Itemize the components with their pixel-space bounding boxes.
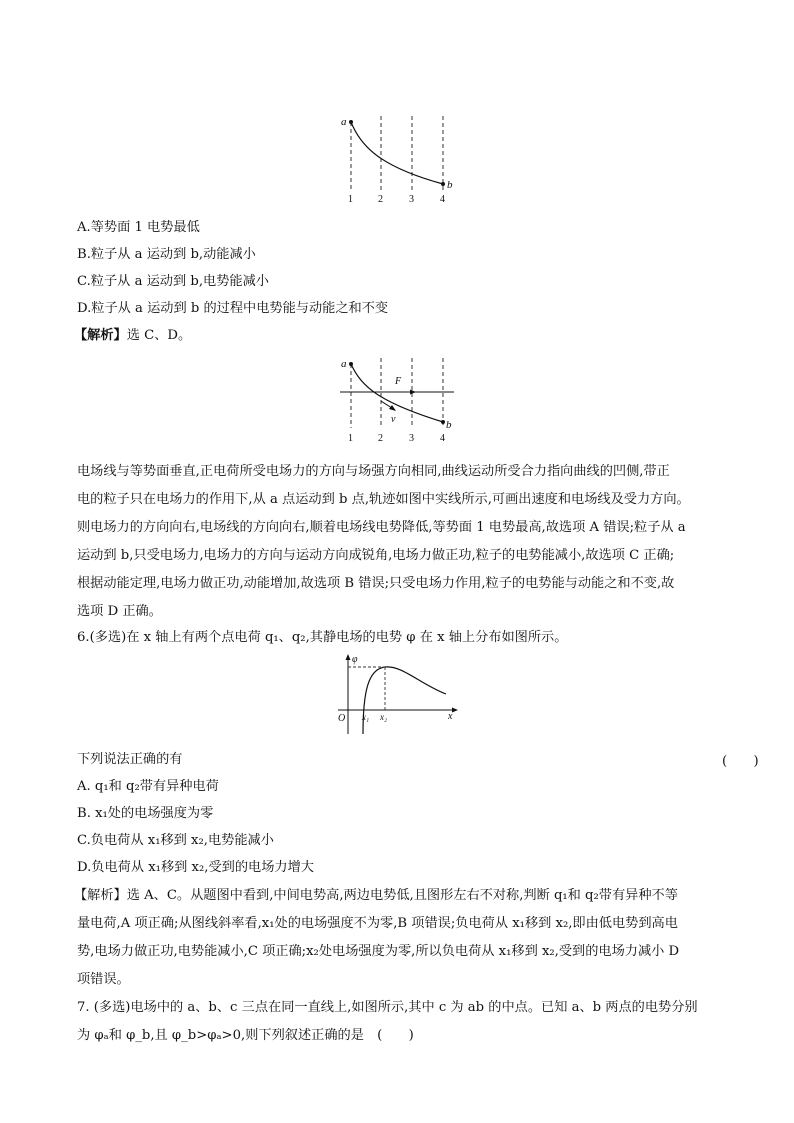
- q5-explanation-line-5: 根据动能定理,电场力做正功,动能增加,故选项 B 错误;只受电场力作用,粒子的电势能与动能之和不变,故: [77, 576, 675, 591]
- figure-potential-graph: [330, 652, 460, 736]
- q6-answer-bracket: ( ): [722, 754, 759, 769]
- answer-text: 选 C、D。: [126, 328, 192, 343]
- label-x1: x₁: [362, 712, 370, 722]
- label-b: b: [446, 419, 452, 431]
- potential-curve: [363, 667, 446, 734]
- q6-option-d: D.负电荷从 x₁移到 x₂,受到的电场力增大: [77, 860, 314, 875]
- q6-explanation-line-1: 【解析】选 A、C。从题图中看到,中间电势高,两边电势低,且图形左右不对称,判断 q₁和 q₂带有异种不等: [74, 888, 678, 903]
- q5-option-d: D.粒子从 a 运动到 b 的过程中电势能与动能之和不变: [77, 301, 389, 316]
- label-F: F: [395, 376, 402, 387]
- trajectory-curve: [351, 122, 443, 184]
- q5-explanation-line-1: 电场线与等势面垂直,正电荷所受电场力的方向与场强方向相同,曲线运动所受合力指向曲线的凹侧,带正: [77, 464, 670, 479]
- figure-equipotential-trajectory: [336, 112, 466, 208]
- label-O: O: [338, 713, 346, 724]
- label-a: a: [341, 116, 347, 128]
- svg-text:4: 4: [440, 433, 445, 444]
- q6-prompt: 下列说法正确的有: [77, 752, 183, 767]
- svg-text:1: 1: [348, 433, 353, 444]
- q5-answer: [74, 326, 191, 346]
- label-v: v: [391, 414, 396, 425]
- q5-explanation-line-3: 则电场力的方向向右,电场线的方向向右,顺着电场线电势降低,等势面 1 电势最高,故选项 A 错误;粒子从 a: [77, 520, 686, 535]
- q6-explanation-line-2: 量电荷,A 项正确;从图线斜率看,x₁处的电场强度不为零,B 项错误;负电荷从 x₁移到 x₂,即由低电势到高电: [77, 916, 678, 931]
- q5-explanation-line-4: 运动到 b,只受电场力,电场力的方向与运动方向成锐角,电场力做正功,粒子的电势能减小,故选项 C 正确;: [77, 548, 675, 563]
- answer-tag: 【解析】: [74, 328, 127, 343]
- q7-stem-line-2: 为 φₐ和 φ_b,且 φ_b>φₐ>0,则下列叙述正确的是 ( ): [77, 1028, 414, 1043]
- point-b: [441, 182, 445, 186]
- q6-option-a: A. q₁和 q₂带有异种电荷: [77, 779, 219, 794]
- tick-2: 2: [378, 194, 383, 205]
- label-a: a: [341, 358, 347, 370]
- figure-force-velocity: [336, 354, 466, 446]
- q6-explanation-line-4: 项错误。: [77, 972, 130, 987]
- label-b: b: [447, 179, 453, 191]
- q5-option-c: C.粒子从 a 运动到 b,电势能减小: [77, 274, 269, 289]
- svg-text:3: 3: [409, 433, 414, 444]
- q5-explanation-line-2: 电的粒子只在电场力的作用下,从 a 点运动到 b 点,轨迹如图中实线所示,可画出速度和电场线及受力方向。: [77, 492, 690, 507]
- q6-option-b: B. x₁处的电场强度为零: [77, 806, 214, 821]
- label-x2: x₂: [380, 712, 388, 722]
- q6-stem: 6.(多选)在 x 轴上有两个点电荷 q₁、q₂,其静电场的电势 φ 在 x 轴上分布如图所示。: [77, 630, 568, 645]
- q5-explanation-line-6: 选项 D 正确。: [77, 604, 162, 619]
- tick-1: 1: [348, 194, 353, 205]
- q5-option-a: A.等势面 1 电势最低: [77, 220, 200, 235]
- label-phi: φ: [352, 654, 358, 665]
- q7-stem-line-1: 7. (多选)电场中的 a、b、c 三点在同一直线上,如图所示,其中 c 为 ab 的中点。已知 a、b 两点的电势分别: [77, 1000, 698, 1015]
- point-a: [349, 120, 353, 124]
- q6-explanation-line-3: 势,电场力做正功,电势能减小,C 项正确;x₂处电场强度为零,所以负电荷从 x₁移到 x₂,受到的电场力减小 D: [77, 944, 680, 959]
- q5-option-b: B.粒子从 a 运动到 b,动能减小: [77, 247, 256, 262]
- label-x: x: [448, 711, 453, 722]
- q6-option-c: C.负电荷从 x₁移到 x₂,电势能减小: [77, 833, 274, 848]
- trajectory-curve: [351, 364, 443, 422]
- svg-text:2: 2: [378, 433, 383, 444]
- tick-4: 4: [440, 194, 445, 205]
- tick-3: 3: [409, 194, 414, 205]
